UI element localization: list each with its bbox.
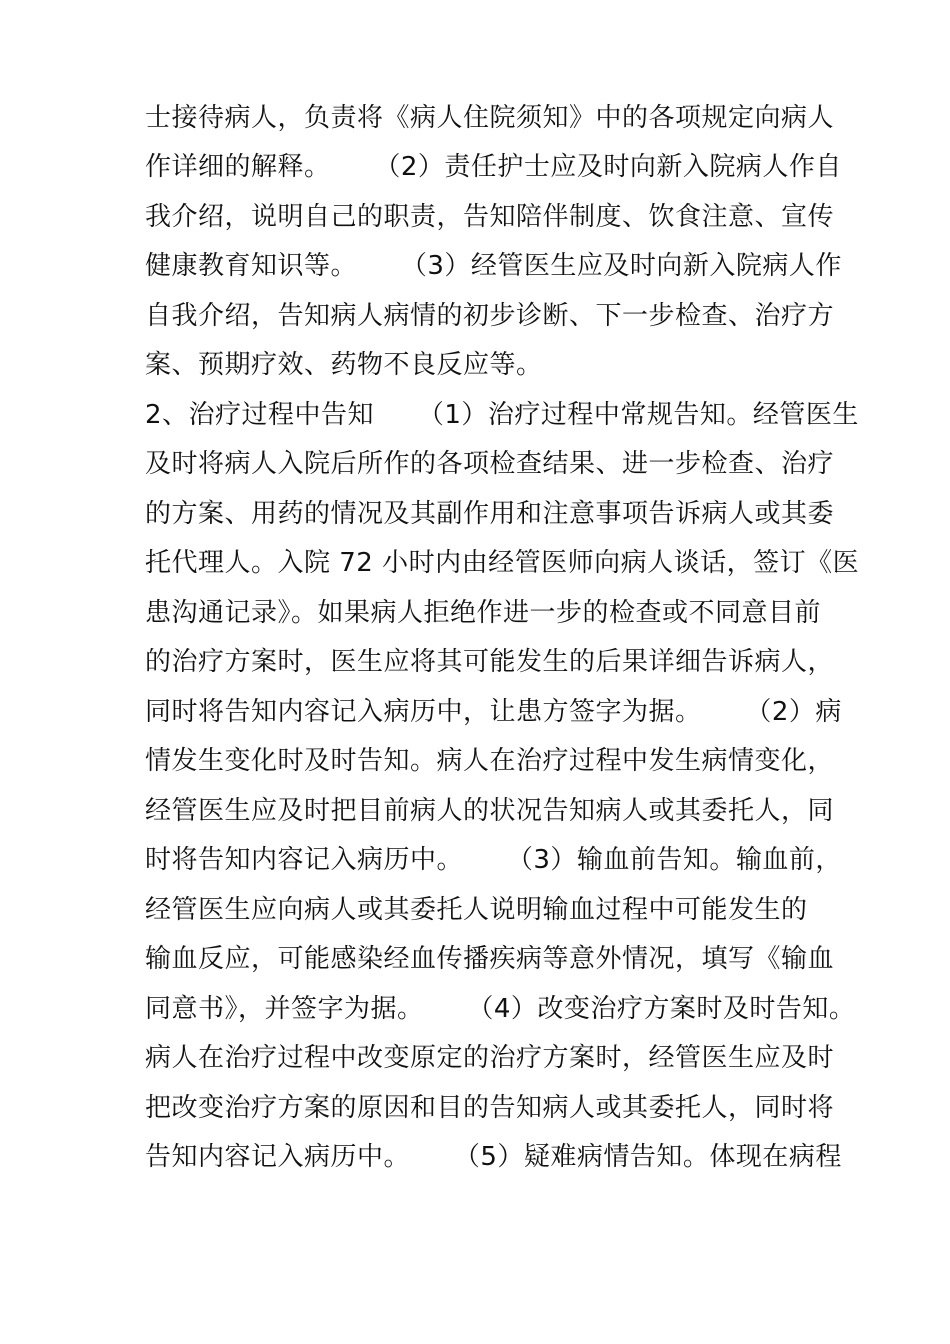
text-line: 同意书》，并签字为据。 （4）改变治疗方案时及时告知。 (145, 994, 856, 1024)
text-line: 同时将告知内容记入病历中，让患方签字为据。 （2）病 (145, 697, 842, 727)
text-line: 2、治疗过程中告知 （1）治疗过程中常规告知。经管医生 (145, 400, 859, 430)
text-line: 及时将病人入院后所作的各项检查结果、进一步检查、治疗 (145, 449, 835, 479)
text-line: 患沟通记录》。如果病人拒绝作进一步的检查或不同意目前 (145, 598, 822, 628)
text-line: 健康教育知识等。 （3）经管医生应及时向新入院病人作 (145, 251, 842, 281)
text-line: 自我介绍，告知病人病情的初步诊断、下一步检查、治疗方 (145, 301, 835, 331)
text-line: 告知内容记入病历中。 （5）疑难病情告知。体现在病程 (145, 1142, 842, 1172)
text-line: 病人在治疗过程中改变原定的治疗方案时，经管医生应及时 (145, 1043, 835, 1073)
text-line: 经管医生应及时把目前病人的状况告知病人或其委托人，同 (145, 796, 835, 826)
text-line: 的治疗方案时，医生应将其可能发生的后果详细告诉病人， (145, 647, 835, 677)
text-line: 把改变治疗方案的原因和目的告知病人或其委托人，同时将 (145, 1093, 835, 1123)
text-line: 的方案、用药的情况及其副作用和注意事项告诉病人或其委 (145, 499, 835, 529)
text-line: 输血反应，可能感染经血传播疾病等意外情况，填写《输血 (145, 944, 835, 974)
text-line: 我介绍，说明自己的职责，告知陪伴制度、饮食注意、宣传 (145, 202, 835, 232)
text-line: 作详细的解释。 （2）责任护士应及时向新入院病人作自 (145, 152, 842, 182)
text-line: 时将告知内容记入病历中。 （3）输血前告知。输血前， (145, 845, 842, 875)
text-line: 经管医生应向病人或其委托人说明输血过程中可能发生的 (145, 895, 808, 925)
text-line: 情发生变化时及时告知。病人在治疗过程中发生病情变化， (145, 746, 835, 776)
text-line: 士接待病人，负责将《病人住院须知》中的各项规定向病人 (145, 103, 835, 133)
text-line: 案、预期疗效、药物不良反应等。 (145, 350, 543, 380)
text-line: 托代理人。入院 72 小时内由经管医师向病人谈话，签订《医 (145, 548, 860, 578)
